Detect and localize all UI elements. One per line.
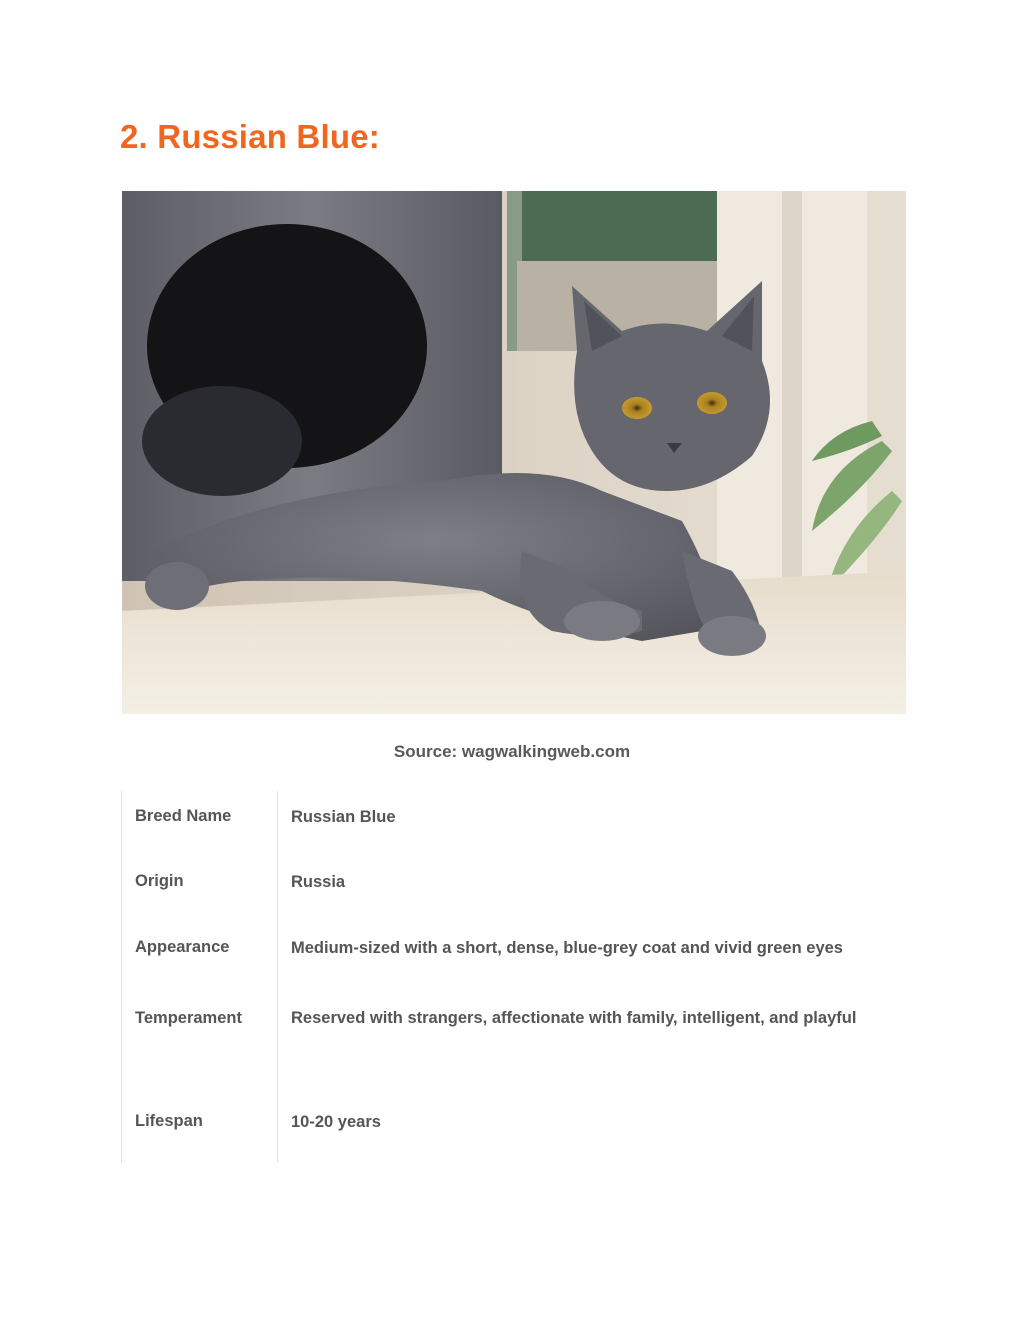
- section-heading: 2. Russian Blue:: [120, 118, 380, 155]
- russian-blue-cat-photo-icon: [122, 191, 906, 714]
- breed-info-table: [121, 791, 907, 1163]
- row-value: Russian Blue: [291, 808, 396, 826]
- row-value: Russia: [291, 873, 346, 891]
- row-label: Origin: [135, 872, 184, 890]
- row-label: Lifespan: [135, 1112, 203, 1130]
- row-label: Appearance: [135, 938, 230, 956]
- row-label: Breed Name: [135, 807, 232, 825]
- cat-photo: [122, 191, 906, 714]
- column-divider: [277, 791, 278, 1163]
- row-value: 10-20 years: [291, 1113, 381, 1131]
- photo-caption: Source: wagwalkingweb.com: [393, 742, 631, 761]
- row-label: Temperament: [135, 1009, 242, 1027]
- row-value: Medium-sized with a short, dense, blue-grey coat and vivid green eyes: [291, 939, 843, 957]
- row-value: Reserved with strangers, affectionate with family, intelligent, and playful: [291, 1009, 857, 1027]
